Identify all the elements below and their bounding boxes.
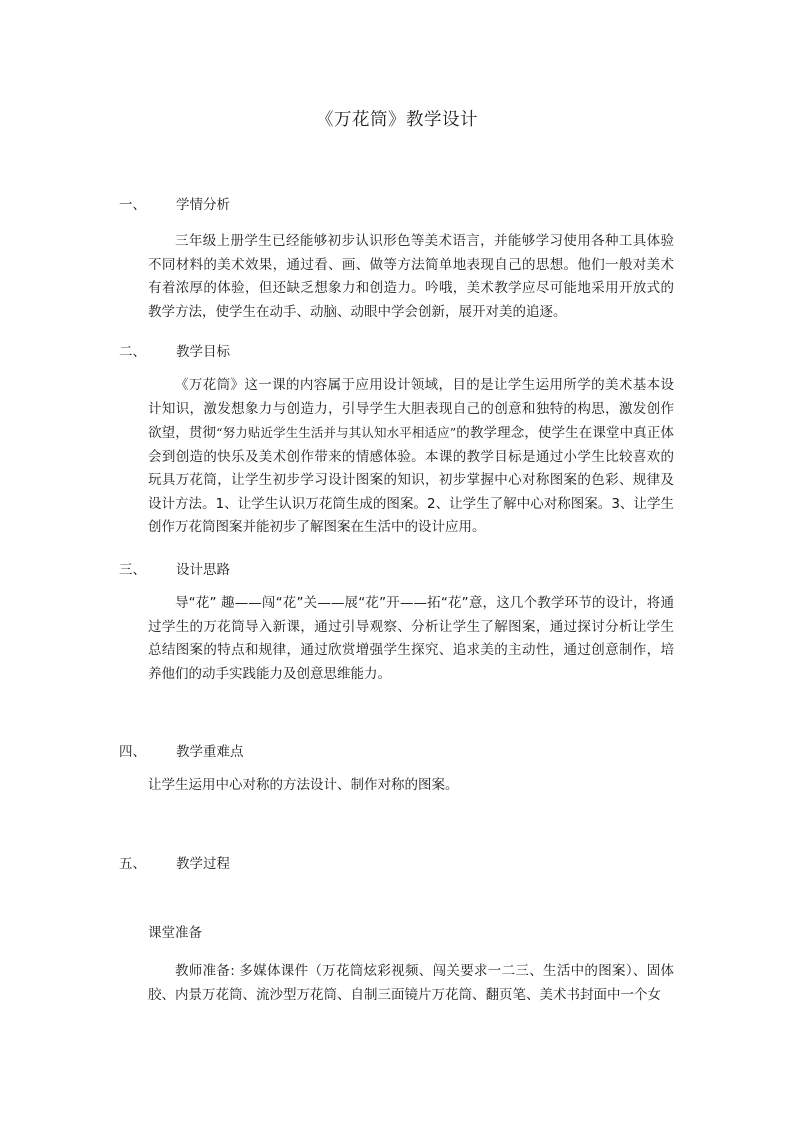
subheading-class-preparation: 课堂准备 — [148, 925, 202, 941]
section-paragraph-1: 三年级上册学生已经能够初步认识形色等美术语言，并能够学习使用各种工具体验不同材料的美术效果，通过看、画、做等方法简单地表现自己的思想。他们一般对美术有着浓厚的体验，但还缺乏想象力和创造力。吟哦，美术教学应尽可能地采用开放式的教学方法，使学生在动手、动脑、动眼中学会创新，展开对美的追逐。 — [148, 233, 674, 320]
section-heading-4 — [119, 740, 244, 760]
section-number: 三、 — [119, 562, 146, 578]
section-paragraph-4: 让学生运用中心对称的方法设计、制作对称的图案。 — [148, 777, 459, 793]
section-heading-2 — [119, 340, 230, 360]
section-paragraph-3: 导“花” 趣——闯“花”关——展“花”开——拓“花”意，这几个教学环节的设计，将通过学生的万花筒导入新课，通过引导观察、分析让学生了解图案，通过探讨分析让学生总结图案的特点和规律，通过欣赏增强学生探究、追求美的主动性，通过创意制作，培养他们的动手实践能力及创意思维能力。 — [148, 595, 674, 682]
section-title: 教学重难点 — [176, 744, 244, 760]
paragraph-text: 《万花筒》这一课的内容属于应用设计领域，目的是让学生运用所学的美术基本设计知识，激发想象力与创造力，引导学生大胆表现自己的创意和独特的构思，激发创作欲望，贯彻 — [148, 377, 674, 441]
section-paragraph-2 — [148, 374, 674, 540]
section-heading-5 — [119, 852, 230, 872]
section-number: 四、 — [119, 744, 146, 760]
section-title: 教学过程 — [176, 856, 230, 872]
section-title: 学情分析 — [176, 197, 230, 213]
paragraph-text: 的教学理念，使学生在课堂中真正体会到创造的快乐及美术创作带来的情感体验。本课的教学目标是通过小学生比较喜欢的玩具万花筒，让学生初步学习设计图案的知识，初步掌握中心对称图案的色彩、规律及设计方法。1、让学生认识万花筒生成的图案。2、让学生了解中心对称图案。3、让学生创作万花筒图案并能初步了解图案在生活中的设计应用。 — [148, 425, 674, 535]
section-heading-1 — [119, 193, 230, 213]
section-title: 设计思路 — [176, 562, 230, 578]
document-title: 《万花筒》教学设计 — [316, 110, 478, 130]
quoted-slogan: “努力贴近学生生活并与其认知水平相适应” — [216, 425, 457, 440]
section-number: 二、 — [119, 344, 146, 360]
section-number: 五、 — [119, 856, 146, 872]
section-heading-3 — [119, 558, 230, 578]
section-title: 教学目标 — [176, 344, 230, 360]
section-paragraph-5: 教师准备: 多媒体课件（万花筒炫彩视频、闯关要求一二三、生活中的图案）、固体胶、内景万花筒、流沙型万花筒、自制三面镜片万花筒、翻页笔、美术书封面中一个女 — [148, 963, 674, 1003]
section-number: 一、 — [119, 197, 146, 213]
